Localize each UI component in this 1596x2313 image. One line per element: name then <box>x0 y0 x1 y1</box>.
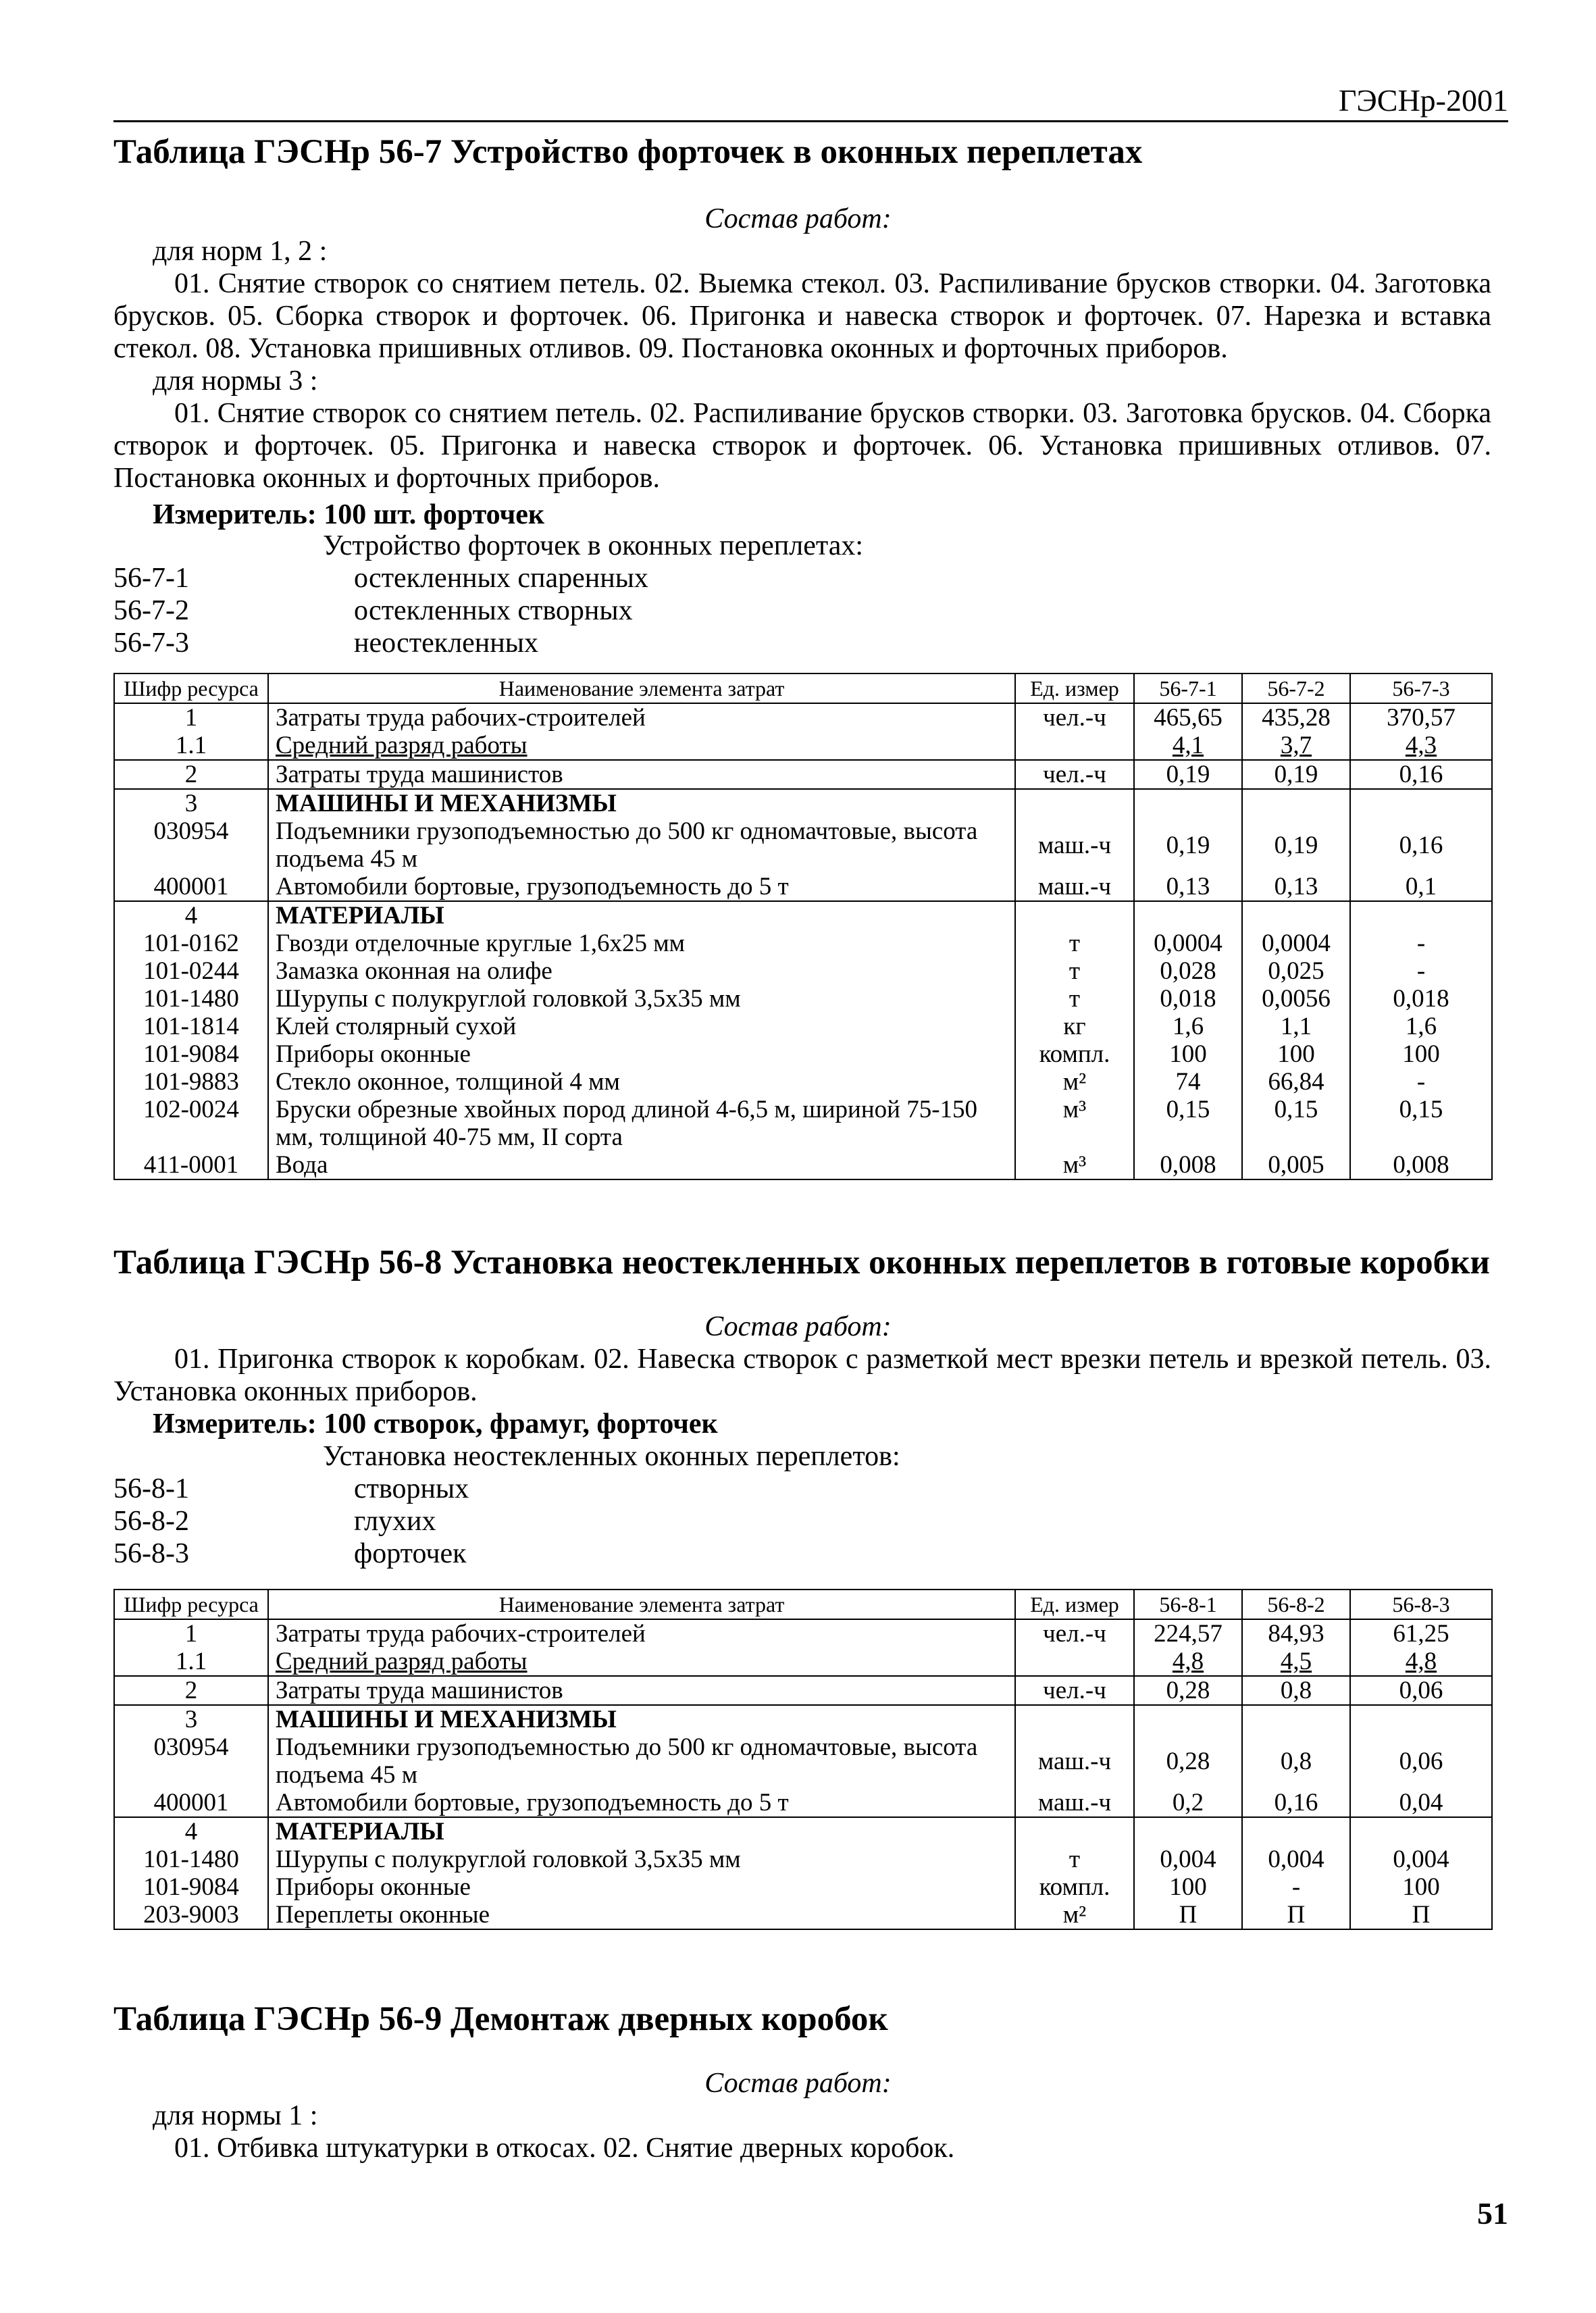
column-header: Ед. измер <box>1015 673 1134 703</box>
column-header: 56-8-3 <box>1350 1590 1492 1619</box>
work-composition-heading: Состав работ: <box>704 1311 892 1342</box>
table-row: 411-0001 Вода м³ 0,008 0,005 0,008 <box>114 1151 1492 1179</box>
table-row: 030954 Подъемники грузоподъемностью до 500 кг одномачтовые, высота подъема 45 м маш.-ч 0,19 0,19 0,16 <box>114 817 1492 873</box>
work-composition-text <box>113 1343 1491 1408</box>
norm-code: 56-7-1 <box>113 563 189 594</box>
work-steps: 01. Пригонка створок к коробкам. 02. Навеска створок с разметкой мест врезки петель и врезкой петель. 03. Установка оконных приборов. <box>113 1344 1491 1407</box>
table-row: 101-9084 Приборы оконные компл. 100 - 100 <box>114 1873 1492 1901</box>
table-row: 101-9084 Приборы оконные компл. 100 100 100 <box>114 1040 1492 1068</box>
table-row: 030954 Подъемники грузоподъемностью до 500 кг одномачтовые, высота подъема 45 м маш.-ч 0,28 0,8 0,06 <box>114 1733 1492 1789</box>
column-header: Шифр ресурса <box>114 1590 268 1619</box>
table-row: 400001 Автомобили бортовые, грузоподъемность до 5 т маш.-ч 0,13 0,13 0,1 <box>114 873 1492 901</box>
work-composition-text <box>113 235 1491 494</box>
norm-name: глухих <box>354 1506 436 1537</box>
header-rule <box>113 120 1508 122</box>
table-row: 101-1480 Шурупы с полукруглой головкой 3,5х35 мм т 0,018 0,0056 0,018 <box>114 985 1492 1013</box>
section-row: 3 МАШИНЫ И МЕХАНИЗМЫ <box>114 789 1492 817</box>
table-56-9-title: Таблица ГЭСНр 56-9 Демонтаж дверных коробок <box>113 2000 888 2038</box>
column-header: 56-7-2 <box>1242 673 1350 703</box>
norm-code: 56-8-1 <box>113 1473 189 1504</box>
measure-unit: Измеритель: 100 шт. форточек <box>153 499 545 530</box>
table-row: 101-0244 Замазка оконная на олифе т 0,028 0,025 - <box>114 957 1492 985</box>
norm-label: для норм 1, 2 : <box>153 236 328 267</box>
norm-label: для нормы 3 : <box>153 365 318 397</box>
column-header: 56-8-2 <box>1242 1590 1350 1619</box>
table-header-row <box>114 1590 1492 1619</box>
table-56-8-title: Таблица ГЭСНр 56-8 Установка неостекленных оконных переплетов в готовые коробки <box>113 1244 1490 1281</box>
table-row: 101-0162 Гвозди отделочные круглые 1,6х25 мм т 0,0004 0,0004 - <box>114 930 1492 957</box>
table-row: 203-9003 Переплеты оконные м² П П П <box>114 1901 1492 1929</box>
column-header: Ед. измер <box>1015 1590 1134 1619</box>
work-composition-text <box>113 2100 1491 2164</box>
table-row: 101-9883 Стекло оконное, толщиной 4 мм м² 74 66,84 - <box>114 1068 1492 1096</box>
work-composition-heading: Состав работ: <box>704 2068 892 2099</box>
table-row: 2 Затраты труда машинистов чел.-ч 0,19 0,19 0,16 <box>114 760 1492 789</box>
table-row: 101-1814 Клей столярный сухой кг 1,6 1,1 1,6 <box>114 1013 1492 1040</box>
norm-label: для нормы 1 : <box>153 2100 318 2131</box>
norm-code: 56-7-3 <box>113 628 189 659</box>
work-steps: 01. Снятие створок со снятием петель. 02. Выемка стекол. 03. Распиливание брусков створки. 04. Заготовка брусков. 05. Сборка створок и форточек. 06. Пригонка и навеска створок и форточек. 07. Нарезка и вставка стекол. 08. Установка пришивных отливов. 09. Постановка оконных и форточных приборов. <box>113 268 1491 364</box>
resource-table-56-7 <box>113 673 1493 1180</box>
work-steps: 01. Снятие створок со снятием петель. 02. Распиливание брусков створки. 03. Заготовка брусков. 04. Сборка створок и форточек. 05. Пригонка и навеска створок и форточек. 06. Установка пришивных отливов. 07. Постановка оконных и форточных приборов. <box>113 398 1491 494</box>
table-row: 102-0024 Бруски обрезные хвойных пород длиной 4-6,5 м, шириной 75-150 мм, толщиной 40-75 мм, II сорта м³ 0,15 0,15 0,15 <box>114 1096 1492 1151</box>
norm-name: створных <box>354 1473 469 1504</box>
table-row: 101-1480 Шурупы с полукруглой головкой 3,5х35 мм т 0,004 0,004 0,004 <box>114 1846 1492 1873</box>
table-row: 1.1 Средний разряд работы 4,8 4,5 4,8 <box>114 1648 1492 1676</box>
table-row: 2 Затраты труда машинистов чел.-ч 0,28 0,8 0,06 <box>114 1676 1492 1705</box>
table-56-7-title: Таблица ГЭСНр 56-7 Устройство форточек в оконных переплетах <box>113 133 1143 171</box>
norm-name: неостекленных <box>354 628 538 659</box>
page-number: 51 <box>1477 2196 1508 2231</box>
column-header: Наименование элемента затрат <box>268 1590 1015 1619</box>
column-header: 56-7-3 <box>1350 673 1492 703</box>
section-row: 3 МАШИНЫ И МЕХАНИЗМЫ <box>114 1705 1492 1733</box>
norm-group-label: Устройство форточек в оконных переплетах: <box>323 530 864 561</box>
work-composition-heading: Состав работ: <box>704 203 892 234</box>
column-header: Наименование элемента затрат <box>268 673 1015 703</box>
measure-unit: Измеритель: 100 створок, фрамуг, форточек <box>153 1408 718 1440</box>
norm-name: остекленных створных <box>354 595 633 626</box>
section-row: 4 МАТЕРИАЛЫ <box>114 901 1492 930</box>
column-header: 56-7-1 <box>1134 673 1242 703</box>
norm-group-label: Установка неостекленных оконных переплетов: <box>323 1441 900 1472</box>
norm-code: 56-7-2 <box>113 595 189 626</box>
resource-table-56-8 <box>113 1589 1493 1930</box>
norm-code: 56-8-3 <box>113 1538 189 1569</box>
table-row: 1 Затраты труда рабочих-строителей чел.-ч 465,65 435,28 370,57 <box>114 703 1492 732</box>
table-header-row <box>114 673 1492 703</box>
work-steps: 01. Отбивка штукатурки в откосах. 02. Снятие дверных коробок. <box>174 2133 955 2164</box>
norm-name: форточек <box>354 1538 467 1569</box>
document-code: ГЭСНр-2001 <box>1338 83 1508 118</box>
norm-name: остекленных спаренных <box>354 563 648 594</box>
column-header: 56-8-1 <box>1134 1590 1242 1619</box>
column-header: Шифр ресурса <box>114 673 268 703</box>
table-row: 400001 Автомобили бортовые, грузоподъемность до 5 т маш.-ч 0,2 0,16 0,04 <box>114 1789 1492 1817</box>
table-row: 1.1 Средний разряд работы 4,1 3,7 4,3 <box>114 732 1492 760</box>
section-row: 4 МАТЕРИАЛЫ <box>114 1817 1492 1846</box>
norm-code: 56-8-2 <box>113 1506 189 1537</box>
table-row: 1 Затраты труда рабочих-строителей чел.-ч 224,57 84,93 61,25 <box>114 1619 1492 1648</box>
